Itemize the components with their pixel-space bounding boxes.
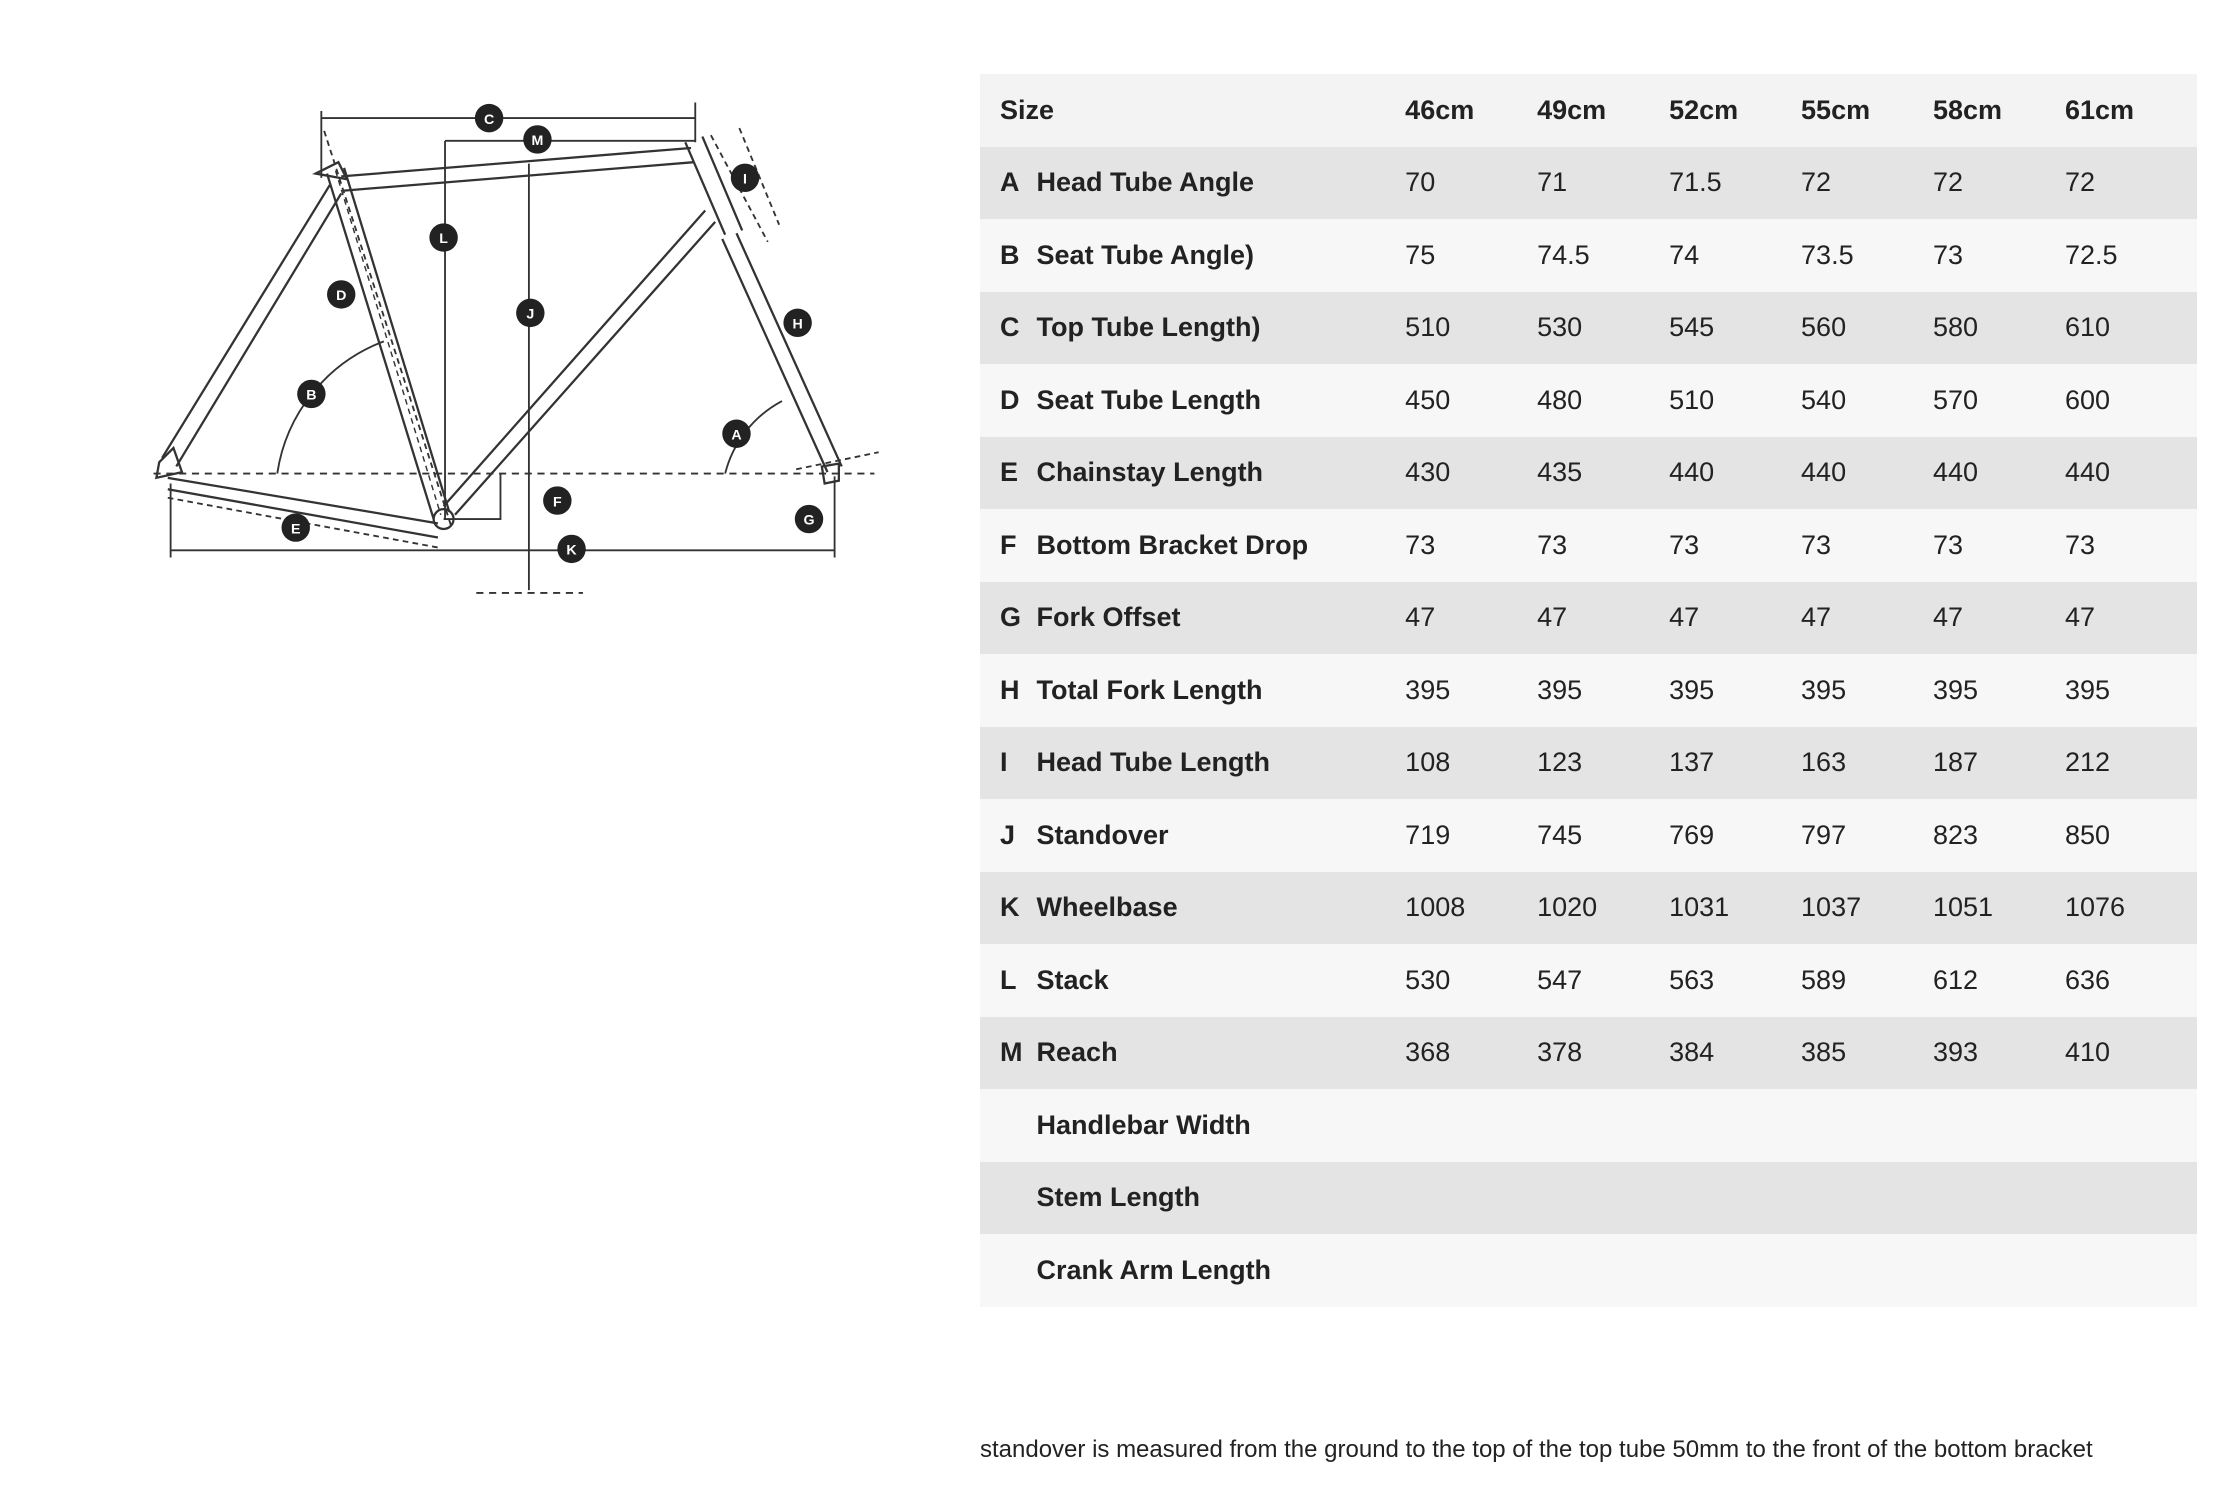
size-46: 46cm <box>1405 94 1475 125</box>
table-row <box>980 509 2197 582</box>
row-letter: G <box>1000 602 1022 633</box>
row-value: 1076 <box>2064 892 2126 923</box>
row-value: 440 <box>2064 457 2110 488</box>
row-value: 612 <box>1932 964 1979 995</box>
row-value: 74 <box>1669 239 1700 270</box>
bike-frame-geometry-diagram <box>0 0 900 640</box>
table-row <box>980 872 2197 945</box>
row-value <box>1669 1162 1801 1235</box>
row-value: 510 <box>1669 384 1715 415</box>
row-value: 530 <box>1405 964 1451 995</box>
row-value <box>1933 1234 2065 1307</box>
row-value: 73 <box>1932 529 1964 560</box>
table-row <box>980 944 2197 1017</box>
row-value: 384 <box>1669 1037 1715 1068</box>
row-label: Crank Arm Length <box>1036 1254 1272 1285</box>
marker-g <box>795 505 823 533</box>
table-row <box>980 1162 2197 1235</box>
marker-a <box>722 420 750 448</box>
table-row <box>980 1089 2197 1162</box>
marker-e <box>282 513 310 541</box>
row-value: 1008 <box>1405 892 1466 923</box>
row-label: Total Fork Length <box>1036 674 1263 705</box>
row-value <box>1405 1234 1537 1307</box>
svg-text:G: G <box>803 512 815 529</box>
size-52: 52cm <box>1669 94 1739 125</box>
table-row <box>980 1234 2197 1307</box>
svg-text:F: F <box>553 494 562 511</box>
row-value: 589 <box>1801 964 1847 995</box>
row-value: 395 <box>1801 674 1847 705</box>
table-header-row <box>980 74 2197 147</box>
row-value: 580 <box>1932 312 1979 343</box>
size-49: 49cm <box>1537 94 1607 125</box>
row-value <box>1933 1089 2065 1162</box>
row-letter: L <box>1000 964 1017 995</box>
row-value <box>1933 1162 2065 1235</box>
row-label: Bottom Bracket Drop <box>1036 529 1309 560</box>
row-value: 385 <box>1801 1037 1847 1068</box>
row-letter: D <box>1000 384 1020 415</box>
row-value <box>1801 1089 1933 1162</box>
row-letter: B <box>1000 239 1020 270</box>
row-value: 368 <box>1405 1037 1451 1068</box>
row-value: 440 <box>1932 457 1979 488</box>
row-value: 73 <box>1537 529 1568 560</box>
row-value: 47 <box>1669 602 1700 633</box>
row-value: 745 <box>1537 819 1583 850</box>
row-value: 823 <box>1932 819 1979 850</box>
svg-text:L: L <box>439 231 448 248</box>
table-row <box>980 727 2197 800</box>
size-55: 55cm <box>1801 94 1871 125</box>
size-header: Size <box>1000 94 1055 125</box>
row-label: Standover <box>1036 819 1169 850</box>
row-value <box>1537 1234 1669 1307</box>
row-letter: C <box>1000 312 1020 343</box>
row-value: 450 <box>1405 384 1451 415</box>
svg-text:K: K <box>566 542 577 559</box>
row-label: Stem Length <box>1036 1182 1201 1213</box>
row-value: 72.5 <box>2064 239 2118 270</box>
size-61: 61cm <box>2064 94 2134 125</box>
row-value: 545 <box>1669 312 1715 343</box>
svg-text:D: D <box>336 288 347 305</box>
row-value: 73 <box>1801 529 1832 560</box>
row-label: Reach <box>1036 1037 1118 1068</box>
marker-j <box>516 299 544 327</box>
table-row <box>980 799 2197 872</box>
row-value: 163 <box>1801 747 1847 778</box>
row-letter: I <box>1000 747 1008 778</box>
row-letter <box>980 1162 1037 1235</box>
row-label: Seat Tube Angle) <box>1036 239 1255 270</box>
marker-b <box>297 380 325 408</box>
table-row <box>980 219 2197 292</box>
row-value: 395 <box>2064 674 2110 705</box>
row-value: 73 <box>1669 529 1700 560</box>
row-letter: F <box>1000 529 1017 560</box>
row-value <box>1405 1162 1537 1235</box>
row-value: 440 <box>1801 457 1847 488</box>
geometry-table <box>980 74 2197 1307</box>
row-letter: A <box>1000 167 1020 198</box>
standover-footnote: standover is measured from the ground to the top of the top tube 50mm to the front of the bottom bracket <box>980 1436 2093 1463</box>
row-label: Seat Tube Length <box>1036 384 1262 415</box>
row-value: 395 <box>1669 674 1715 705</box>
row-value: 797 <box>1801 819 1847 850</box>
row-letter: K <box>1000 892 1020 923</box>
marker-h <box>783 309 811 337</box>
row-letter <box>980 1234 1037 1307</box>
row-value: 123 <box>1537 747 1583 778</box>
row-value: 108 <box>1405 747 1451 778</box>
table-row <box>980 1017 2197 1090</box>
row-value: 440 <box>1669 457 1715 488</box>
row-value: 47 <box>1932 602 1964 633</box>
row-value: 187 <box>1932 747 1979 778</box>
table-row <box>980 147 2197 220</box>
row-value <box>2065 1089 2197 1162</box>
row-label: Stack <box>1036 964 1109 995</box>
row-label: Handlebar Width <box>1036 1109 1251 1140</box>
row-value: 636 <box>2064 964 2110 995</box>
row-letter: H <box>1000 674 1020 705</box>
row-value: 1031 <box>1669 892 1730 923</box>
row-value: 1037 <box>1801 892 1862 923</box>
row-value: 610 <box>2064 312 2110 343</box>
row-value: 1020 <box>1537 892 1598 923</box>
row-letter: M <box>1000 1037 1023 1068</box>
row-value: 393 <box>1932 1037 1979 1068</box>
marker-c <box>475 104 503 132</box>
row-label: Chainstay Length <box>1036 457 1264 488</box>
row-value <box>1537 1089 1669 1162</box>
row-value: 47 <box>1537 602 1568 633</box>
marker-f <box>543 486 571 514</box>
row-value <box>2065 1234 2197 1307</box>
row-value: 73 <box>2064 529 2095 560</box>
row-value: 137 <box>1669 747 1715 778</box>
row-value: 719 <box>1405 819 1451 850</box>
row-value: 72 <box>1932 167 1964 198</box>
marker-m <box>523 125 551 153</box>
row-value: 410 <box>2064 1037 2110 1068</box>
svg-text:C: C <box>483 111 495 128</box>
row-value <box>1801 1234 1933 1307</box>
row-value: 430 <box>1405 457 1451 488</box>
row-letter <box>980 1089 1037 1162</box>
row-value: 480 <box>1537 384 1583 415</box>
table-row <box>980 437 2197 510</box>
row-value: 212 <box>2064 747 2110 778</box>
row-label: Head Tube Angle <box>1036 167 1255 198</box>
row-value: 70 <box>1405 167 1436 198</box>
row-value <box>1801 1162 1933 1235</box>
size-58: 58cm <box>1932 94 2003 125</box>
row-value: 563 <box>1669 964 1715 995</box>
svg-text:A: A <box>731 427 742 444</box>
table-row <box>980 582 2197 655</box>
row-value: 395 <box>1932 674 1979 705</box>
marker-d <box>327 280 355 308</box>
row-value: 530 <box>1537 312 1583 343</box>
row-value: 510 <box>1405 312 1451 343</box>
row-value: 570 <box>1932 384 1979 415</box>
row-value: 47 <box>1801 602 1832 633</box>
row-value <box>2065 1162 2197 1235</box>
row-value <box>1669 1089 1801 1162</box>
row-value: 47 <box>1405 602 1436 633</box>
row-value <box>1405 1089 1537 1162</box>
row-label: Wheelbase <box>1036 892 1178 923</box>
row-value: 71 <box>1537 167 1568 198</box>
row-value: 395 <box>1537 674 1583 705</box>
svg-text:I: I <box>743 171 748 188</box>
row-value: 1051 <box>1932 892 1994 923</box>
marker-l <box>429 223 457 251</box>
row-label: Head Tube Length <box>1036 747 1271 778</box>
row-value: 73 <box>1405 529 1436 560</box>
row-value <box>1669 1234 1801 1307</box>
row-value <box>1537 1162 1669 1235</box>
svg-text:E: E <box>290 521 301 538</box>
row-value: 769 <box>1669 819 1715 850</box>
svg-text:J: J <box>526 306 535 323</box>
row-value: 73 <box>1932 239 1964 270</box>
row-value: 71.5 <box>1669 167 1722 198</box>
row-value: 560 <box>1801 312 1847 343</box>
marker-k <box>557 535 585 563</box>
row-letter: E <box>1000 457 1019 488</box>
svg-text:M: M <box>531 133 544 150</box>
row-value: 600 <box>2064 384 2110 415</box>
row-value: 73.5 <box>1801 239 1854 270</box>
svg-text:H: H <box>792 316 803 333</box>
row-label: Top Tube Length) <box>1036 312 1261 343</box>
table-row <box>980 292 2197 365</box>
row-value: 378 <box>1537 1037 1583 1068</box>
row-value: 74.5 <box>1537 239 1590 270</box>
row-value: 540 <box>1801 384 1847 415</box>
marker-i <box>731 164 759 192</box>
row-value: 395 <box>1405 674 1451 705</box>
row-label: Fork Offset <box>1036 602 1181 633</box>
row-value: 435 <box>1537 457 1583 488</box>
row-value: 72 <box>2064 167 2095 198</box>
row-value: 72 <box>1801 167 1832 198</box>
svg-text:B: B <box>306 387 317 404</box>
table-row <box>980 654 2197 727</box>
row-value: 547 <box>1537 964 1583 995</box>
row-value: 47 <box>2064 602 2095 633</box>
table-row <box>980 364 2197 437</box>
row-letter: J <box>1000 819 1016 850</box>
row-value: 850 <box>2064 819 2110 850</box>
row-value: 75 <box>1405 239 1436 270</box>
